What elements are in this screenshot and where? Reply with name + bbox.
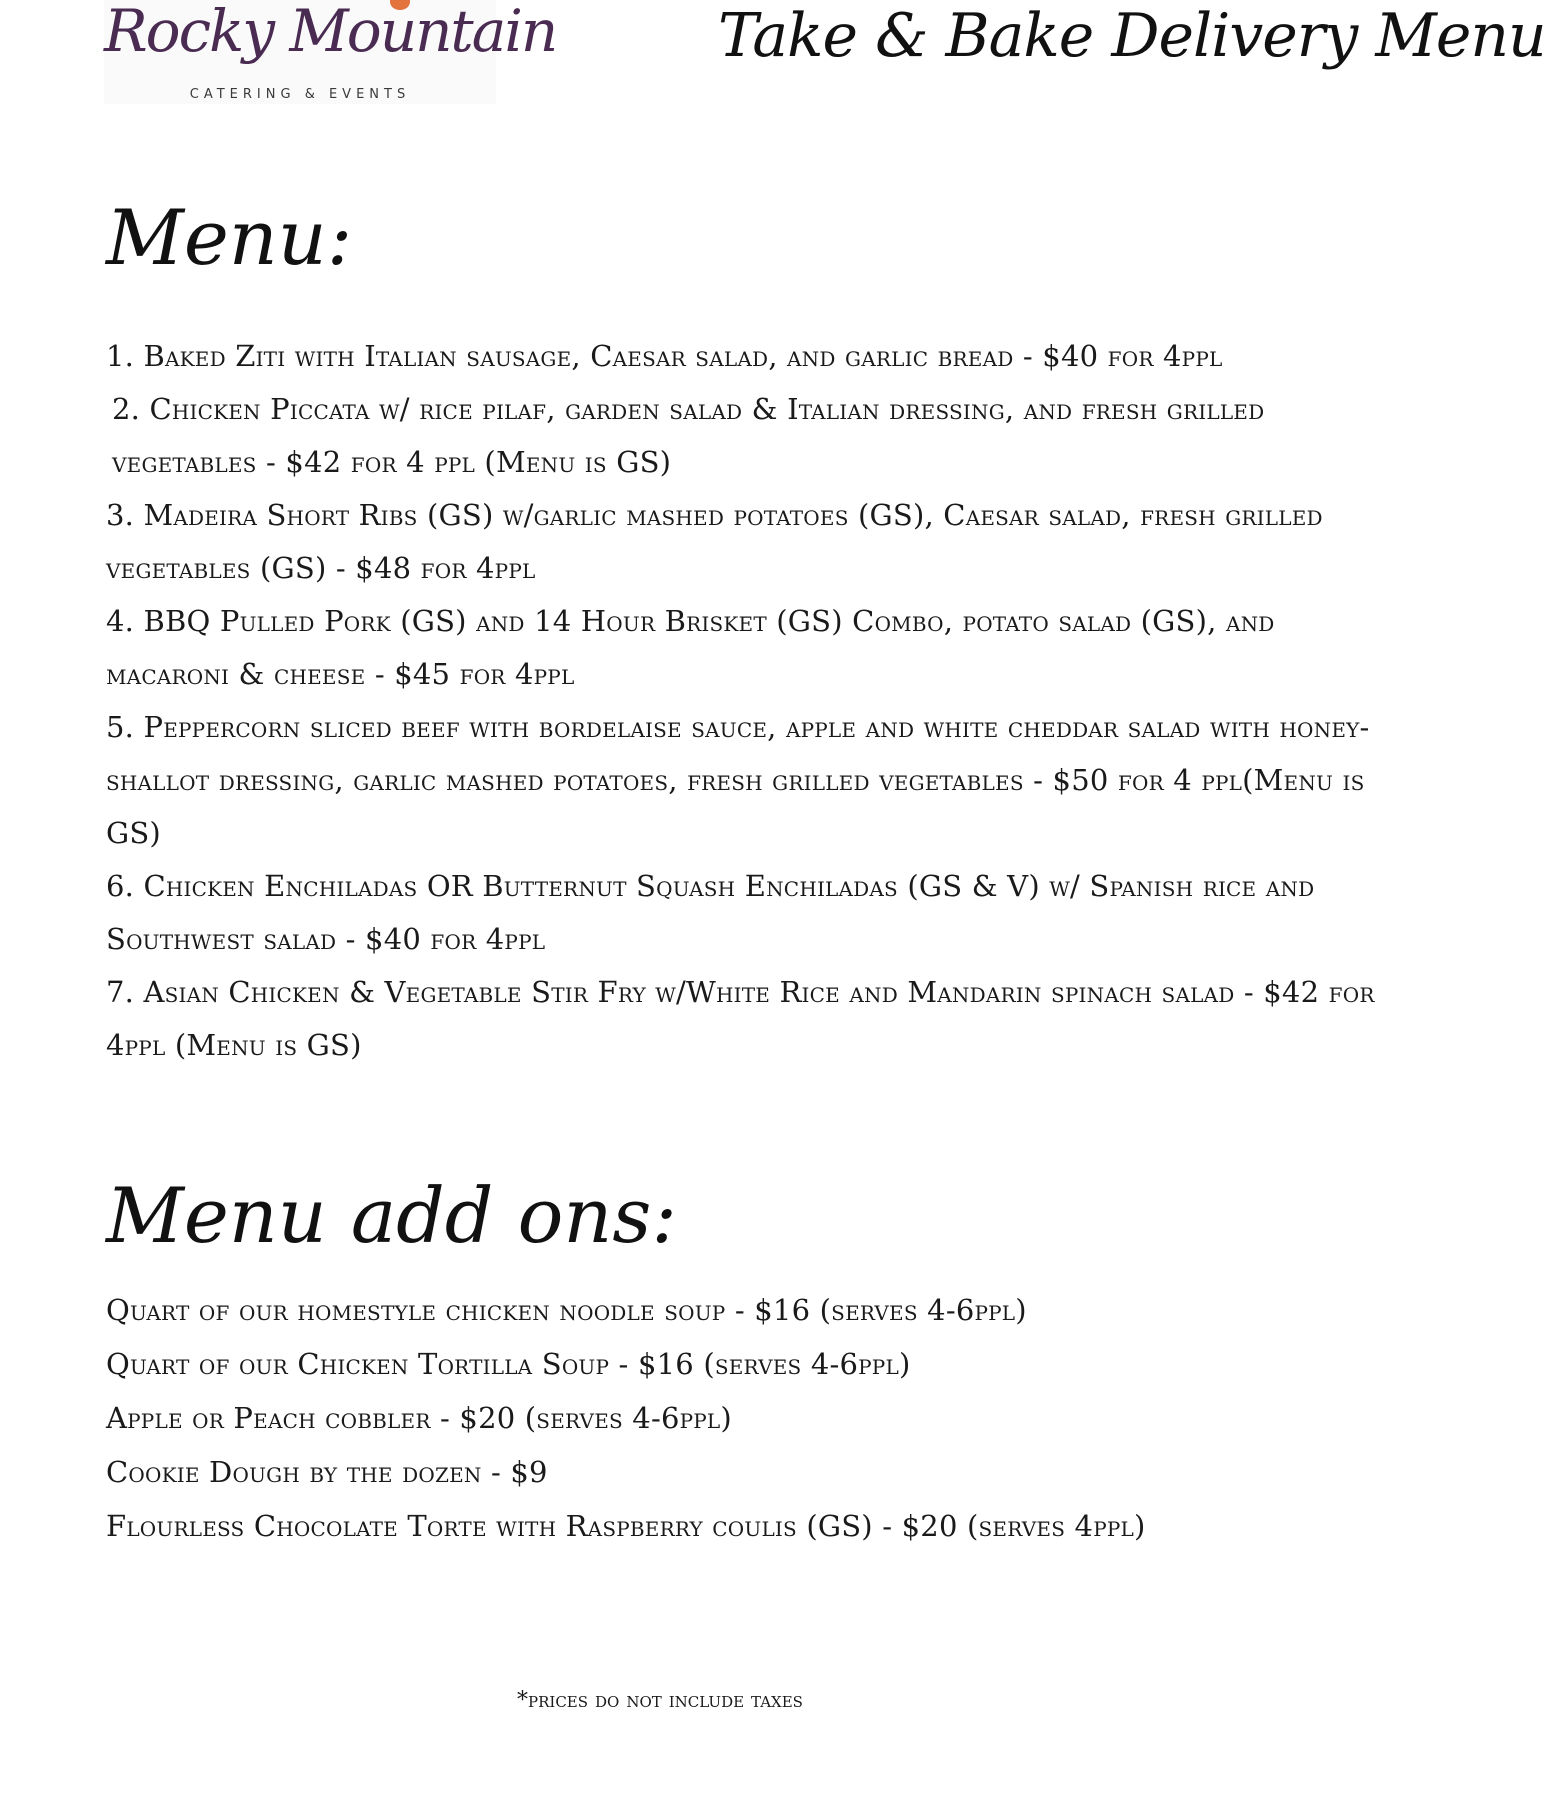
logo-wordmark: Rocky Mountain bbox=[104, 0, 557, 65]
addons-heading: Menu add ons: bbox=[106, 1171, 677, 1260]
menu-item: 5. Peppercorn sliced beef with bordelaise sauce, apple and white cheddar salad with honey-shallot dressing, garlic mashed potatoes, fresh grilled vegetables - $50 for 4 ppl(Menu is GS) bbox=[106, 710, 1370, 850]
menu-list bbox=[106, 330, 1406, 1072]
menu-item: 2. Chicken Piccata w/ rice pilaf, garden salad & Italian dressing, and fresh grilled vegetables - $42 for 4 ppl (Menu is GS) bbox=[112, 392, 1265, 479]
addon-item: Cookie Dough by the dozen - $9 bbox=[106, 1455, 548, 1489]
menu-item: 3. Madeira Short Ribs (GS) w/garlic mashed potatoes (GS), Caesar salad, fresh grilled vegetables (GS) - $48 for 4ppl bbox=[106, 498, 1323, 585]
logo-tagline: CATERING & EVENTS bbox=[189, 87, 411, 102]
menu-item: 1. Baked Ziti with Italian sausage, Caesar salad, and garlic bread - $40 for 4ppl bbox=[106, 339, 1223, 373]
menu-item: 4. BBQ Pulled Pork (GS) and 14 Hour Brisket (GS) Combo, potato salad (GS), and macaroni & cheese - $45 for 4ppl bbox=[106, 604, 1275, 691]
addon-item: Quart of our Chicken Tortilla Soup - $16 (serves 4-6ppl) bbox=[106, 1347, 911, 1381]
addon-item: Quart of our homestyle chicken noodle soup - $16 (serves 4-6ppl) bbox=[106, 1293, 1027, 1327]
menu-item: 7. Asian Chicken & Vegetable Stir Fry w/White Rice and Mandarin spinach salad - $42 for 4ppl (Menu is GS) bbox=[106, 975, 1375, 1062]
company-logo bbox=[104, 0, 557, 104]
menu-item: 6. Chicken Enchiladas OR Butternut Squash Enchiladas (GS & V) w/ Spanish rice and Southwest salad - $40 for 4ppl bbox=[106, 869, 1315, 956]
addon-item: Apple or Peach cobbler - $20 (serves 4-6ppl) bbox=[106, 1401, 732, 1435]
page-title: Take & Bake Delivery Menu bbox=[718, 1, 1546, 71]
tax-footnote: *prices do not include taxes bbox=[517, 1688, 803, 1713]
addons-list bbox=[106, 1283, 1406, 1553]
menu-heading: Menu: bbox=[106, 193, 353, 282]
addon-item: Flourless Chocolate Torte with Raspberry coulis (GS) - $20 (serves 4ppl) bbox=[106, 1509, 1146, 1543]
